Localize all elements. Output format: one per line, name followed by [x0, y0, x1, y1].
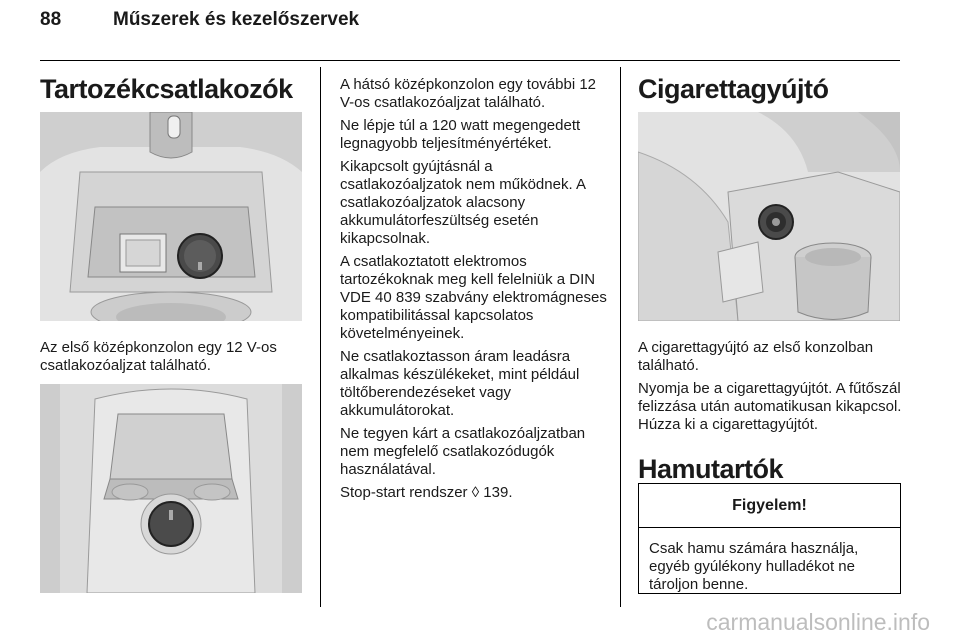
paragraph-din-standard: A csatlakoztatott elektromos tartozékoknak meg kell felelniük a DIN VDE 40 839 szabvány elektromágneses kompatibilitással kapcsolatos követelményeinek. [340, 253, 607, 342]
stop-start-reference [340, 484, 608, 502]
column-divider-right [620, 67, 621, 607]
column-divider-left [320, 67, 321, 607]
stop-start-label: Stop-start rendszer [340, 484, 472, 501]
section-heading-cigarette-lighter: Cigarettagyújtó [638, 74, 829, 104]
paragraph-lighter-usage: Nyomja be a cigarettagyújtót. A fűtőszál felizzása után automatikusan kikapcsol. Húzza ki a cigarettagyújtót. [638, 380, 902, 433]
section-heading-accessory-sockets: Tartozékcsatlakozók [40, 74, 293, 104]
right-column-text [638, 339, 903, 439]
stop-start-page-link[interactable]: 139. [479, 484, 513, 501]
warning-title: Figyelem! [639, 484, 900, 528]
warning-box [638, 483, 901, 594]
cigarette-lighter-illustration [638, 112, 900, 321]
watermark: carmanualsonline.info [706, 609, 930, 635]
paragraph-ignition-off: Kikapcsolt gyújtásnál a csatlakozóaljzatok nem működnek. A csatlakozóaljzatok alacsony akkumulátorfeszültség esetén kikapcsolnak. [340, 158, 586, 247]
paragraph-rear-socket: A hátsó középkonzolon egy további 12 V-os csatlakozóaljzat található. [340, 76, 597, 111]
front-socket-illustration [40, 112, 302, 321]
section-heading-ashtrays: Hamutartók [638, 454, 784, 484]
paragraph-no-damage: Ne tegyen kárt a csatlakozóaljzatban nem megfelelő csatlakozódugók használatával. [340, 425, 586, 478]
page-number: 88 [40, 9, 62, 30]
front-socket-caption: Az első középkonzolon egy 12 V-os csatlakozóaljzat található. [40, 339, 277, 374]
paragraph-no-chargers: Ne csatlakoztasson áram leadásra alkalmas készülékeket, mint például töltőberendezéseket vagy akkumulátorokat. [340, 348, 580, 419]
paragraph-lighter-location: A cigarettagyújtó az első konzolban található. [638, 339, 874, 374]
reference-arrow-icon: ◊ [471, 484, 480, 501]
paragraph-power-limit: Ne lépje túl a 120 watt megengedett legnagyobb teljesítményértéket. [340, 117, 581, 152]
chapter-title: Műszerek és kezelőszervek [113, 9, 360, 30]
rear-socket-illustration [40, 384, 302, 593]
header-divider [40, 60, 900, 61]
middle-column-text [340, 76, 608, 507]
warning-body: Csak hamu számára használja, egyéb gyúlékony hulladékot ne tároljon benne. [649, 540, 859, 593]
